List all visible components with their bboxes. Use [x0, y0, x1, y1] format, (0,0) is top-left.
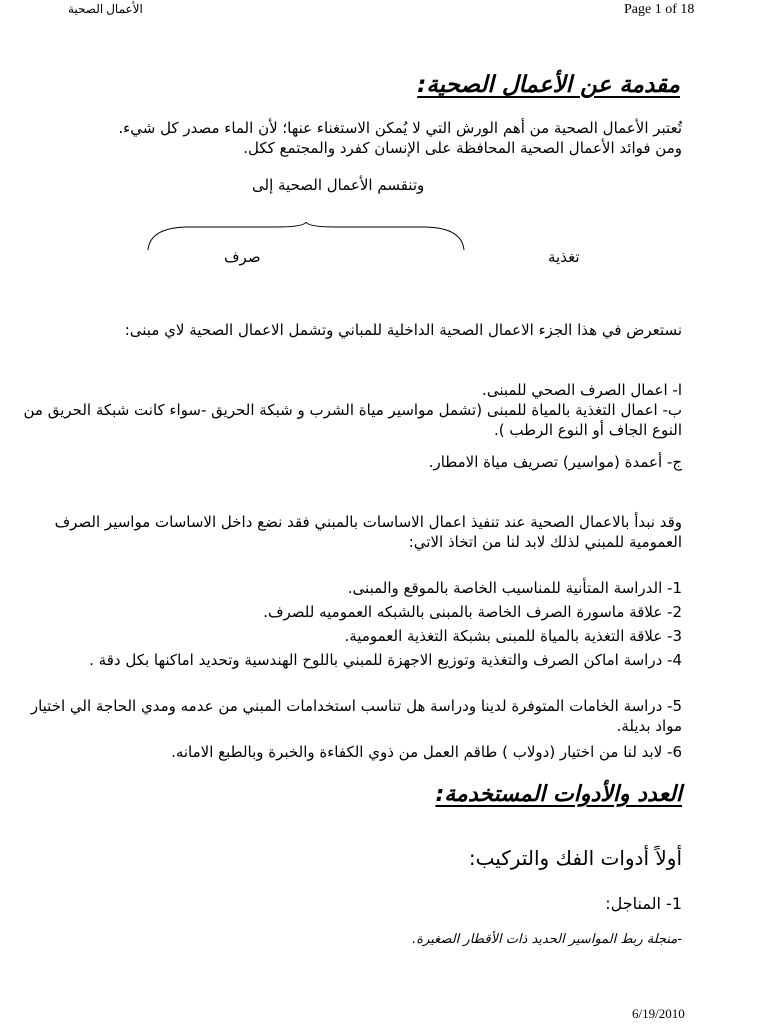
- division-right-label: تغذية: [548, 248, 580, 266]
- list-item-part-c: ج- أعمدة (مواسير) تصريف مياة الامطار.: [428, 453, 682, 471]
- review-line: نستعرض في هذا الجزء الاعمال الصحية الداخلية للمباني وتشمل الاعمال الصحية لاي مبنى:: [124, 321, 682, 339]
- intro-line-1: تُعتبر الأعمال الصحية من أهم الورش التي لا يُمكن الاستغناء عنها؛ لأن الماء مصدر كل شيء.: [118, 119, 682, 137]
- intro-line-2: ومن فوائد الأعمال الصحية المحافظة على الإنسان كفرد والمجتمع ككل.: [243, 139, 682, 157]
- division-brace: [146, 222, 466, 252]
- list-item-part-b: ب- اعمال التغذية بالمياة للمبنى (تشمل مواسير مياة الشرب و شبكة الحريق -سواء كانت شبكة الحريق من النوع الجاف أو النوع الرطب ).: [23, 401, 682, 439]
- tool-note: -منجلة ربط المواسير الحديد ذات الأقطار الصغيرة.: [412, 932, 682, 947]
- division-left-label: صرف: [224, 248, 261, 266]
- subheading-tools: أولاً أدوات الفك والتركيب:: [468, 846, 682, 870]
- list-item-step-5: 5- دراسة الخامات المتوفرة لدينا ودراسة هل تناسب استخدامات المبني من عدمه ومدي الحاجة الي اختيار مواد بديلة.: [30, 697, 682, 735]
- heading-tools: العدد والأدوات المستخدمة:: [435, 782, 682, 807]
- header-title: الأعمال الصحية: [68, 2, 143, 16]
- list-item-part-a: ا- اعمال الصرف الصحي للمبنى.: [482, 381, 682, 399]
- start-paragraph: وقد نبدأ بالاعمال الصحية عند تنفيذ اعمال الاساسات بالمبني فقد نضع داخل الاساسات مواسير الصرف العمومية للمبني لذلك لابد لنا من اتخاذ الاتي:: [54, 513, 682, 551]
- list-item-step-2: 2- علاقة ماسورة الصرف الخاصة بالمبنى بالشبكه العموميه للصرف.: [263, 603, 682, 621]
- page-number: Page 1 of 18: [624, 2, 695, 17]
- list-item-step-1: 1- الدراسة المتأنية للمناسيب الخاصة بالموقع والمبنى.: [347, 579, 682, 597]
- list-item-step-4: 4- دراسة اماكن الصرف والتغذية وتوزيع الاجهزة للمبني باللوح الهندسية وتحديد اماكنها بكل دقة .: [89, 651, 682, 669]
- heading-intro: مقدمة عن الأعمال الصحية:: [417, 72, 680, 98]
- list-item-step-6: 6- لابد لنا من اختيار (دولاب ) طاقم العمل من ذوي الكفاءة والخبرة وبالطبع الامانه.: [171, 743, 682, 761]
- division-label: وتنقسم الأعمال الصحية إلى: [252, 176, 425, 194]
- list-item-step-3: 3- علاقة التغذية بالمياة للمبنى بشبكة التغذية العمومية.: [344, 627, 682, 645]
- tool-item: 1- المناجل:: [605, 894, 682, 913]
- footer-date: 6/19/2010: [632, 1006, 685, 1021]
